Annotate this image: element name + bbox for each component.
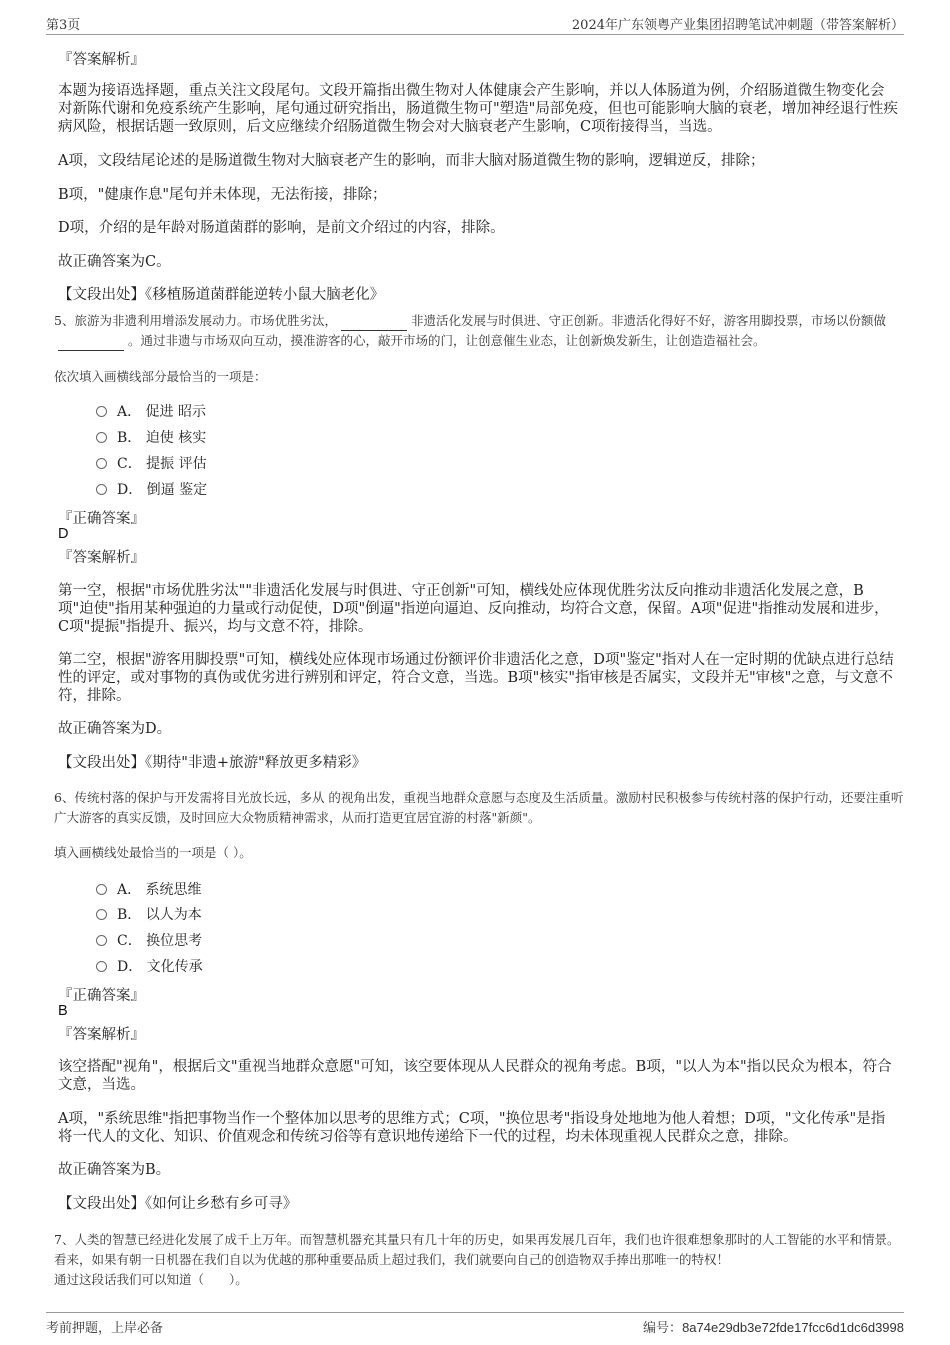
q5-option-b[interactable]: B． 迫使 核实: [96, 427, 206, 447]
q6-option-d[interactable]: D． 文化传承: [96, 956, 203, 976]
radio-icon[interactable]: [96, 909, 107, 920]
q5-analysis-label: 『答案解析』: [58, 550, 145, 566]
page-number: 第3页: [46, 18, 81, 33]
q4-source: 【文段出处】《移植肠道菌群能逆转小鼠大脑老化》: [58, 287, 385, 303]
q5-option-c[interactable]: C． 提振 评估: [96, 453, 207, 473]
document-title: 2024年广东领粤产业集团招聘笔试冲刺题（带答案解析）: [571, 18, 904, 33]
q6-stem: 6、传统村落的保护与开发需将目光放长远，多从 的视角出发，重视当地群众意愿与态度及生活质量。激励村民积极参与传统村落的保护行动，还要注重听广大游客的真实反馈，及时回应大众物质精神需求，从而打造更宜居宜游的村落"新颜"。: [54, 790, 904, 825]
q6-ask: 填入画横线处最恰当的一项是（ ）。: [54, 845, 252, 860]
q4-conclusion: 故正确答案为C。: [58, 254, 171, 270]
footer-code: 编号：8a74e29db3e72fde17fcc6d1dc6d3998: [643, 1320, 904, 1336]
q5-conclusion: 故正确答案为D。: [58, 721, 172, 737]
q6-option-c[interactable]: C． 换位思考: [96, 930, 202, 950]
q4-analysis-label: 『答案解析』: [58, 52, 145, 68]
q7-stem: 7、人类的智慧已经进化发展了成千上万年。而智慧机器充其量只有几十年的历史，如果再发展几百年，我们也许很难想象那时的人工智能的水平和情景。看来，如果有朝一日机器在我们自以为优越的那种重要品质上超过我们，我们就要向自己的创造物双手捧出那唯一的特权！: [54, 1232, 900, 1267]
q5-option-a[interactable]: A． 促进 昭示: [96, 401, 206, 421]
q4-analysis-para-3: B项，"健康作息"尾句并未体现，无法衔接，排除；: [58, 187, 387, 203]
radio-icon[interactable]: [96, 884, 107, 895]
q6-option-b[interactable]: B． 以人为本: [96, 904, 202, 924]
q5-analysis-para-2: 第二空，根据"游客用脚投票"可知，横线处应体现市场通过份额评价非遗活化之意，D项"鉴定"指对人在一定时期的优缺点进行总结性的评定，或对事物的真伪或优劣进行辨别和评定，符合文意，当选。B项"核实"指审核是否属实，文段并无"审核"之意，与文意不符，排除。: [58, 652, 894, 704]
q5-answer-label: 『正确答案』: [58, 511, 145, 527]
q6-analysis-para-2: A项，"系统思维"指把事物当作一个整体加以思考的思维方式；C项，"换位思考"指设身处地地为他人着想；D项，"文化传承"是指将一代人的文化、知识、价值观念和传统习俗等有意识地传递给下一代的过程，均未体现重视人民群众之意，排除。: [58, 1111, 886, 1145]
q6-answer-label: 『正确答案』: [58, 988, 145, 1004]
q5-analysis-para-1: 第一空，根据"市场优胜劣汰""非遗活化发展与时俱进、守正创新"可知，横线处应体现优胜劣汰反向推动非遗活化发展之意，B项"迫使"指用某种强迫的力量或行动促使，D项"倒逼"指逆向逼迫、反向推动，均符合文意，保留。A项"促进"指推动发展和进步，C项"提振"指提升、振兴，均与文意不符，排除。: [58, 583, 889, 635]
q6-analysis-label: 『答案解析』: [58, 1027, 145, 1043]
q6-source: 【文段出处】《如何让乡愁有乡可寻》: [58, 1196, 298, 1212]
radio-icon[interactable]: [96, 458, 107, 469]
q4-analysis-para-2: A项，文段结尾论述的是肠道微生物对大脑衰老产生的影响，而非大脑对肠道微生物的影响，逻辑逆反，排除；: [58, 153, 765, 169]
q5-stem: 5、旅游为非遗利用增添发展动力。市场优胜劣汰， 非遗活化发展与时俱进、守正创新。非遗活化得好不好，游客用脚投票，市场以份额做。通过非遗与市场双向互动，摸准游客的心，敲开市场的门，让创意催生业态，让创新焕发新生，让创造造福社会。: [54, 311, 904, 351]
q4-analysis-para-4: D项，介绍的是年龄对肠道菌群的影响，是前文介绍过的内容，排除。: [58, 220, 505, 236]
q6-answer: B: [58, 1003, 68, 1019]
radio-icon[interactable]: [96, 935, 107, 946]
footer-slogan: 考前押题，上岸必备: [46, 1321, 164, 1336]
radio-icon[interactable]: [96, 432, 107, 443]
radio-icon[interactable]: [96, 961, 107, 972]
q6-option-a[interactable]: A． 系统思维: [96, 879, 202, 899]
q7-ask: 通过这段话我们可以知道（ ）。: [54, 1272, 248, 1287]
q5-source: 【文段出处】《期待"非遗+旅游"释放更多精彩》: [58, 755, 367, 771]
radio-icon[interactable]: [96, 406, 107, 417]
q4-analysis-para-1: 本题为接语选择题，重点关注文段尾句。文段开篇指出微生物对人体健康会产生影响，并以人体肠道为例，介绍肠道微生物变化会对新陈代谢和免疫系统产生影响，尾句通过研究指出，肠道微生物可"塑造"局部免疫，但也可能影响大脑的衰老，增加神经退行性疾病风险，根据话题一致原则，后文应继续介绍肠道微生物会对大脑衰老产生影响，C项衔接得当，当选。: [58, 83, 898, 135]
q5-blank-1: [341, 318, 407, 331]
page-header: [46, 14, 904, 35]
q6-analysis-para-1: 该空搭配"视角"，根据后文"重视当地群众意愿"可知，该空要体现从人民群众的视角考虑。B项，"以人为本"指以民众为根本，符合文意，当选。: [58, 1059, 892, 1093]
q5-answer: D: [58, 526, 69, 542]
q5-option-d[interactable]: D． 倒逼 鉴定: [96, 479, 207, 499]
q6-conclusion: 故正确答案为B。: [58, 1162, 171, 1178]
q5-ask: 依次填入画横线部分最恰当的一项是：: [54, 369, 267, 384]
q5-blank-2: [58, 338, 124, 351]
page-footer: [46, 1312, 904, 1337]
radio-icon[interactable]: [96, 484, 107, 495]
